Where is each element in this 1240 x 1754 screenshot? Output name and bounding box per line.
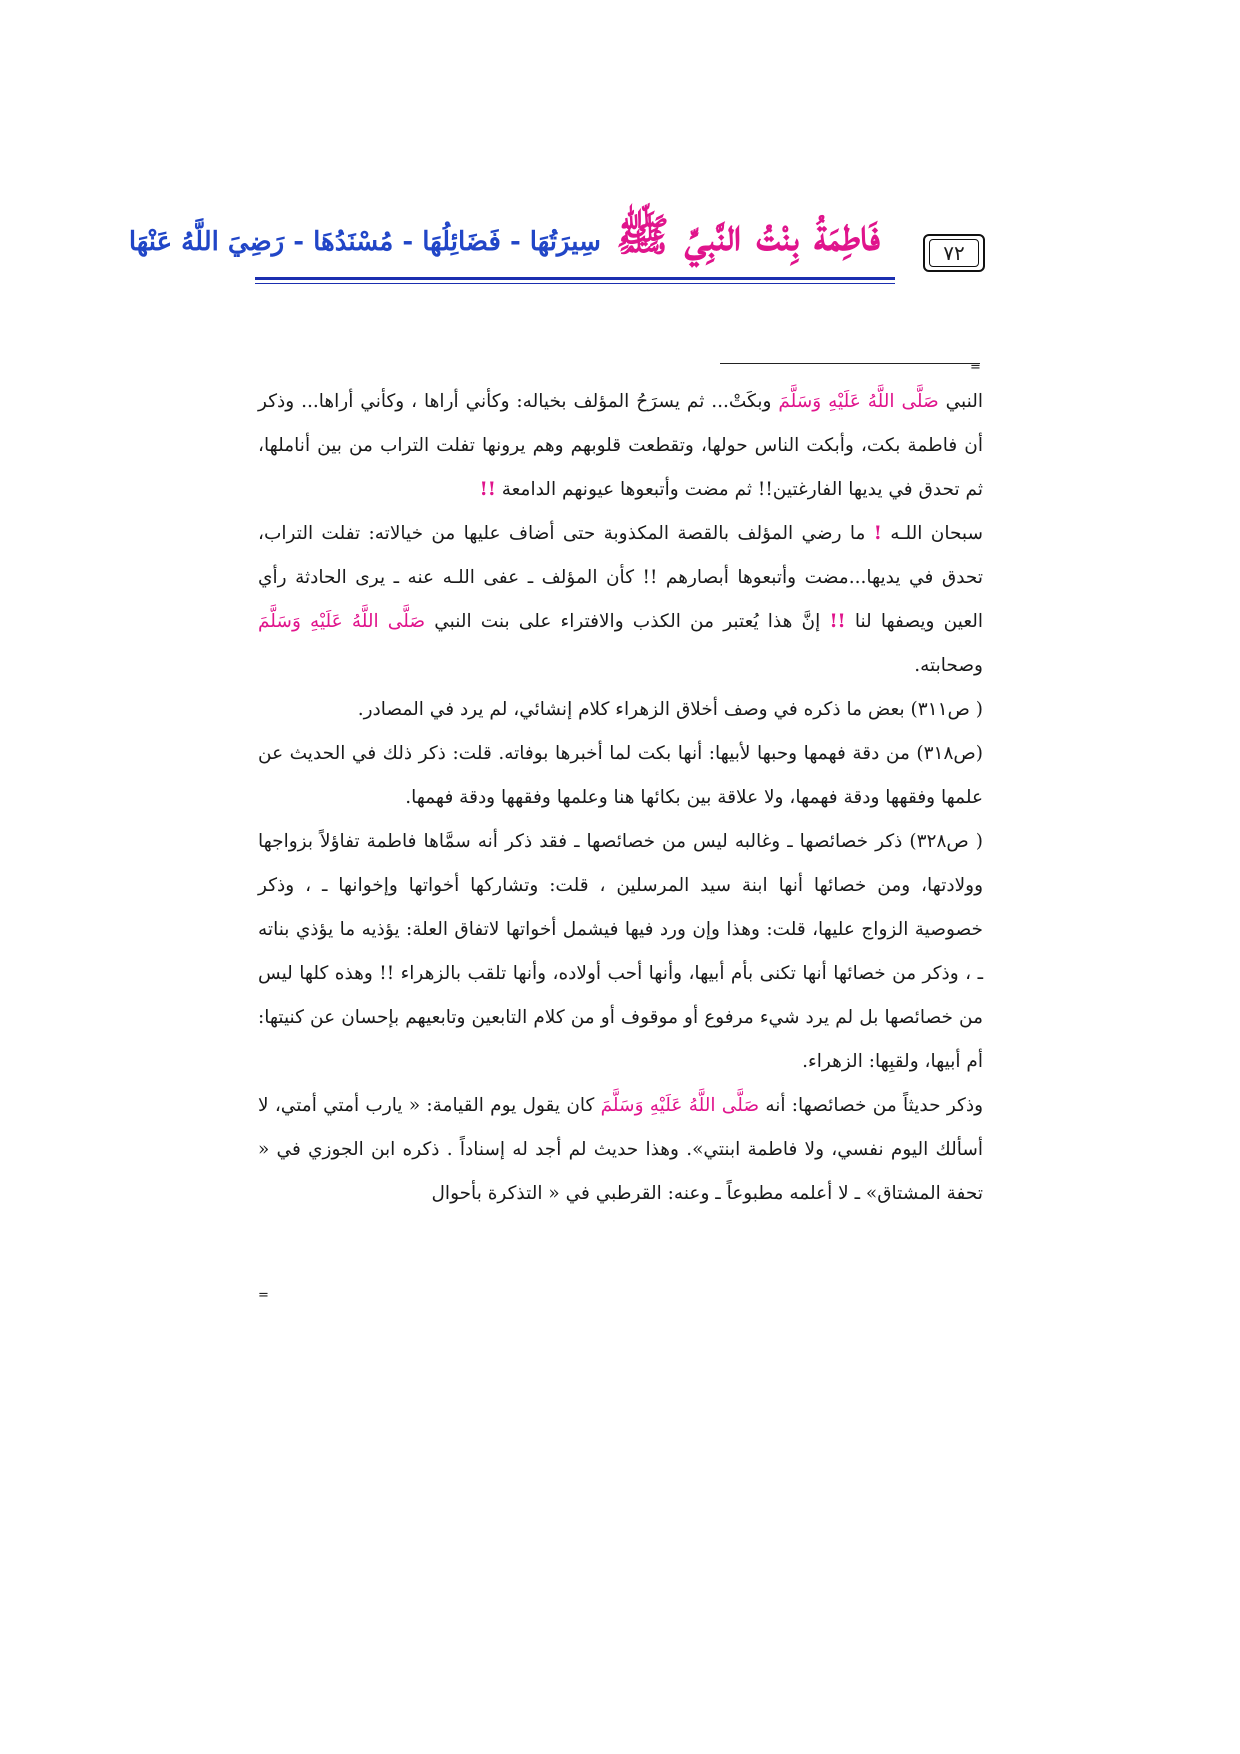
book-title-subtitle: سِيرَتُهَا - فَضَائِلُهَا - مُسْنَدُهَا - رَضِيَ اللَّهُ عَنْهَا xyxy=(128,227,601,257)
salla-honorific: صَلَّى اللَّهُ عَلَيْهِ وَسَلَّمَ xyxy=(600,1095,760,1116)
paragraph-2: سبحان اللـه ! ما رضي المؤلف بالقصة المكذوبة حتى أضاف عليها من خيالاته: تفلت التراب، تحدق في يديها...مضت وأتبعوها أبصارهم !! كأن المؤلف ـ عفى اللـه عنه ـ يرى الحادثة رأي العين ويصفها لنا !! إنَّ هذا يُعتبر من الكذب والافتراء على بنت النبي صَلَّى اللَّهُ عَلَيْهِ وَسَلَّمَ وصحابته. xyxy=(258,523,984,676)
header-rule-thick xyxy=(255,277,895,280)
footnote-body xyxy=(258,380,983,1216)
page-header xyxy=(128,190,985,285)
paragraph-4: (ص٣١٨) من دقة فهمها وحبها لأبيها: أنها بكت لما أخبرها بوفاته. قلت: ذكر ذلك في الحديث عن علمها وفقهها ودقة فهمها، ولا علاقة بين بكائها هنا وعلمها وفقهها ودقة فهمها. xyxy=(258,743,983,808)
paragraph-5: ( ص٣٢٨) ذكر خصائصها ـ وغالبه ليس من خصائصها ـ فقد ذكر أنه سمَّاها فاطمة تفاؤلاً بزواجها وولادتها، ومن خصائها أنها ابنة سيد المرسلين ، قلت: وتشاركها أخواتها وإخوانها ـ ، وذكر خصوصية الزواج عليها، قلت: وهذا وإن ورد فيها فيشمل أخواتها لاتفاق العلة: يؤذيه ما يؤذي بناته ـ ، وذكر من خصائها أنها تكنى بأم أبيها، وأنها أحب أولاده، وأنها تلقب بالزهراء !! وهذه كلها ليس من خصائصها بل لم يرد شيء مرفوع أو موقوف أو من كلام التابعين وتابعيهم بإحسان عن كنيتها: أم أبيها، ولقبِها: الزهراء. xyxy=(258,831,983,1072)
paragraph-6: وذكر حديثاً من خصائصها: أنه صَلَّى اللَّهُ عَلَيْهِ وَسَلَّمَ كان يقول يوم القيامة: « يارب أمتي أمتي، لا أسألك اليوم نفسي، ولا فاطمة ابنتي». وهذا حديث لم أجد له إسناداً . ذكره ابن الجوزي في « تحفة المشتاق» ـ لا أعلمه مطبوعاً ـ وعنه: القرطبي في « التذكرة بأحوال xyxy=(258,1095,983,1204)
header-rule-thin xyxy=(255,283,895,284)
continuation-mark-top: = xyxy=(970,360,981,375)
page-number xyxy=(923,234,985,272)
exclamation-mark: ! xyxy=(873,523,882,544)
footnote-separator xyxy=(720,363,980,364)
book-title xyxy=(128,208,880,272)
salla-honorific: صَلَّى اللَّهُ عَلَيْهِ وَسَلَّمَ xyxy=(778,391,939,412)
page-number-label: ٧٢ xyxy=(943,241,965,265)
paragraph-3: ( ص٣١١) بعض ما ذكره في وصف أخلاق الزهراء كلام إنشائي، لم يرد في المصادر. xyxy=(357,699,983,720)
exclamation-mark: !! xyxy=(829,611,846,632)
book-title-main: فَاطِمَةُ بِنْتُ النَّبِيِّ ﷺ xyxy=(616,210,880,261)
exclamation-mark: !! xyxy=(479,479,496,500)
continuation-mark-bottom: = xyxy=(258,1288,269,1303)
salla-honorific: صَلَّى اللَّهُ عَلَيْهِ وَسَلَّمَ xyxy=(258,611,426,632)
paragraph-1: النبي صَلَّى اللَّهُ عَلَيْهِ وَسَلَّمَ وبكَتْ... ثم يسرَحُ المؤلف بخياله: وكأني أراها ، وكأني أراها... وذكر أن فاطمة بكت، وأبكت الناس حولها، وتقطعت قلوبهم وهم يرونها تفلت التراب من بين أناملها، ثم تحدق في يديها الفارغتين!! ثم مضت وأتبعوها عيونهم الدامعة !! xyxy=(258,391,983,500)
